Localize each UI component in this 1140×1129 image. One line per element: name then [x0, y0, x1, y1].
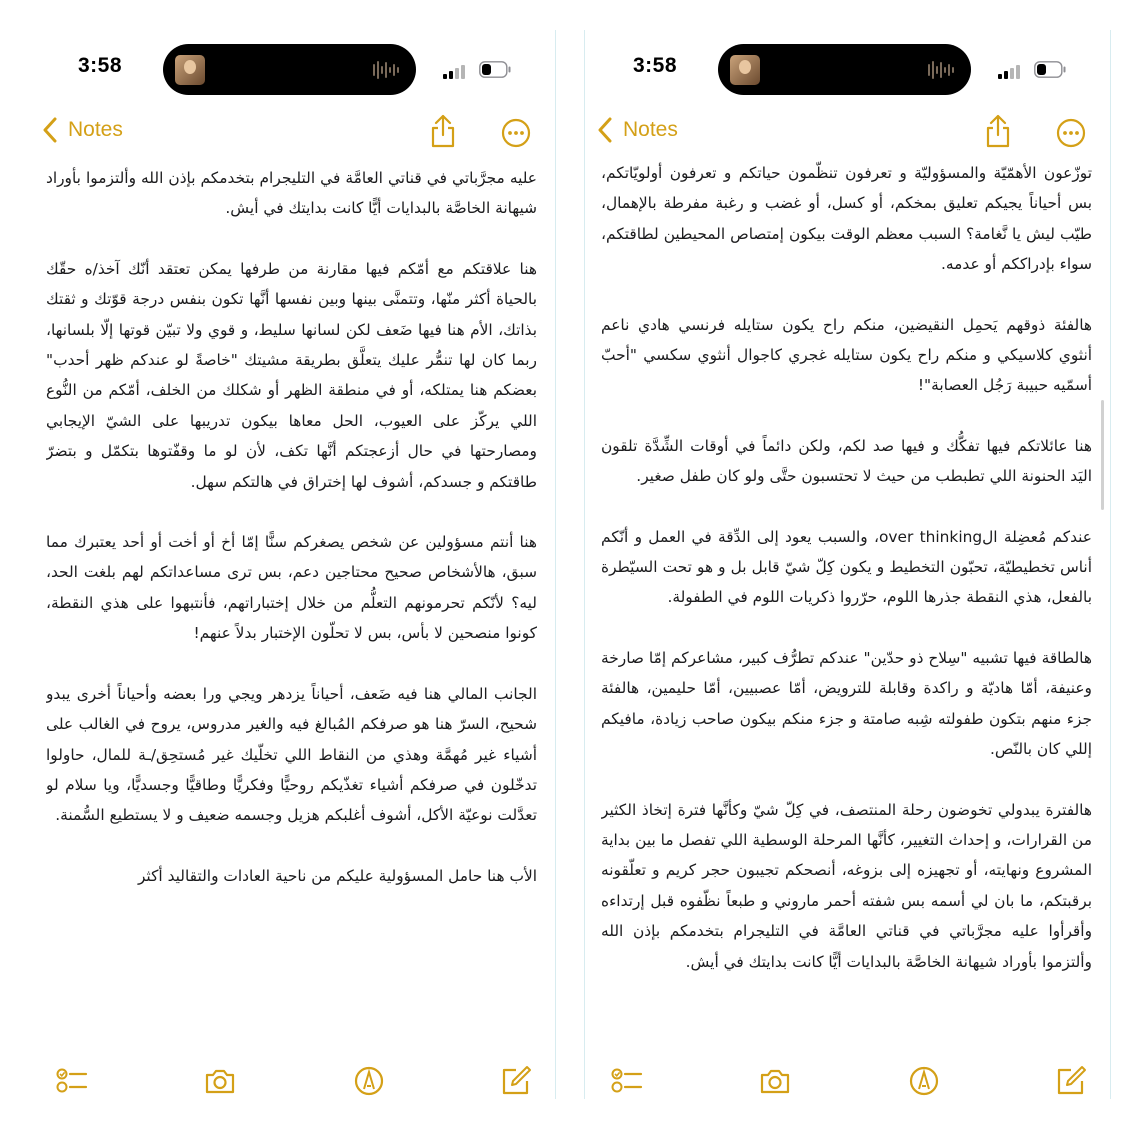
markup-icon[interactable] — [908, 1065, 940, 1097]
share-icon[interactable] — [429, 114, 457, 148]
cellular-signal-icon — [998, 65, 1022, 79]
note-paragraph: هالطاقة فيها تشبيه "سِلاح ذو حدّين" عندكم تطرُّف كبير، مشاعركم إمّا صارخة وعنيفة، أمّا هاديّة و راكدة وقابلة للترويض، أمّا عصبيين، أمّا حليمين، هالفئة جزء منهم بتكون طفولته شِبه صامتة و جزء منكم بيكون صاحب زيادة، مافيكم إللي كان بالنّص. — [601, 648, 1092, 759]
note-paragraph: توزّعون الأهمّيّة والمسؤوليّة و تعرفون تنظّمون حياتكم و تعرفون أولويّاتكم، بس أحياناً يجيكم تعليق بمخكم، أو كسل، أو غضب و رغبة مفرطة بالإهمال، طيّب ليش يا نَّغامة؟ السبب معظم الوقت بيكون إمتصاص المحيطين لطاقتكم، سواء بإدراككم أو عدمه. — [601, 164, 1092, 274]
camera-icon[interactable] — [759, 1065, 791, 1097]
dynamic-island[interactable] — [718, 44, 971, 95]
note-paragraph: الجانب المالي هنا فيه ضَعف، أحياناً يزدهر ويجي ورا بعضه وأحياناً أخرى يبدو شحيح، السرّ هنا هو صرفكم المُبالغ فيه والغير مدروس، يروح في الغالب على أشياء غير مُهمَّة وهذي من النقاط اللي تخلّيك غير مُستحِق/ـة للمال، حاولوا تدخّلون في صرفكم أشياء تغذّيكم روحيًّا وفكريًّا وطاقيًّا وجسديًّا، ويا سلام لو تعدَّلت نوعيّة الأكل، أشوف أغلبكم هزيل وجسمه ضعيف و لا يستطيع السُّمنة. — [46, 684, 537, 825]
notes-screen-right — [584, 30, 1111, 1099]
scroll-indicator[interactable] — [1101, 400, 1104, 510]
audio-waveform-icon — [927, 60, 957, 80]
checklist-icon[interactable] — [611, 1065, 643, 1097]
note-paragraph: هنا عائلاتكم فيها تفكُّك و فيها صد لكم، ولكن دائماً في أوقات الشِّدَّة تلقون اليَد الحنونة اللي تطبطب من حيث لا تحتسبون حتَّى ولو كان طفل صغير. — [601, 436, 1092, 486]
navigation-bar — [30, 110, 555, 156]
dynamic-island[interactable] — [163, 44, 416, 95]
note-paragraph: عليه مجرَّباتي في قناتي العامَّة في التليجرام بتخدمكم بإذن الله وألتزموا بأوراد شيهانة الخاصَّة بالبدايات أيًّا كانت بدايتك في أيش. — [46, 169, 537, 218]
note-paragraph: عندكم مُعضِلة الover thinking، والسبب يعود إلى الدِّقة في العمل و أنّكم أناس تخطيطيّة، تحبّون التخطيط و يكون كِلّ شيّ قابل بل و هو تحت السيّطرة بالفعل، هذي النقطة جذرها اللوم، حرّروا ذكريات اللوم في الطفولة. — [601, 527, 1092, 607]
chevron-left-icon — [595, 116, 615, 144]
note-body-text[interactable] — [46, 163, 537, 1053]
navigation-bar — [585, 110, 1110, 156]
chevron-left-icon — [40, 116, 60, 144]
back-label: Notes — [68, 118, 123, 141]
status-bar — [30, 30, 555, 110]
note-paragraph: الأب هنا حامل المسؤولية عليكم من ناحية العادات والتقاليد أكثر — [137, 866, 537, 885]
markup-icon[interactable] — [353, 1065, 385, 1097]
status-time: 3:58 — [633, 54, 678, 77]
checklist-icon[interactable] — [56, 1065, 88, 1097]
bottom-toolbar — [585, 1053, 1110, 1099]
notes-screen-left — [30, 30, 556, 1099]
compose-icon[interactable] — [500, 1065, 532, 1097]
now-playing-artwork-icon — [730, 55, 760, 85]
back-button[interactable] — [595, 116, 678, 144]
share-icon[interactable] — [984, 114, 1012, 148]
battery-icon — [1034, 61, 1066, 78]
more-circle-icon[interactable] — [1056, 118, 1086, 148]
more-circle-icon[interactable] — [501, 118, 531, 148]
bottom-toolbar — [30, 1053, 555, 1099]
battery-icon — [479, 61, 511, 78]
note-paragraph: هنا علاقتكم مع أمّكم فيها مقارنة من طرفها يمكن تعتقد أنّك آخذ/ه حقّك بالحياة أكثر منّها، وتتمنَّى بينها وبين نفسها أنَّها تكون بنفس درجة قوّتك و ثقتك بذاتك، الأم هنا فيها ضَعف لكن لسانها سليط، و قوي ولا تبيّن قوتها إلّا بلسانها، ربما كان لها تنمُّر عليك يتعلَّق بطريقة مشيتك "خاصةً لو عندكم ظهر أحدب" بعضكم هنا يمتلكه، أو في منطقة الظهر أو شكلك من الخلف، أمّكم من النُّوع اللي يركّز على العيوب، الحل معاها بيكون تدريبها على الشيّ الإيجابي ومصارحتها في حال أزعجتكم أنَّها تكف، لأن لو ما وقفّتوها بتكمّل و بتضرّ طاقتكم و جسدكم، أشوف لها إختراق في هالتكم سهل. — [46, 259, 537, 491]
status-time: 3:58 — [78, 54, 123, 77]
note-paragraph: هالفئة ذوقهم يَحمِل النقيضين، منكم راح يكون ستايله فرنسي هادي ناعم أنثوي كلاسيكي و منكم راح يكون ستايله غجري كاجوال أنثوي سكسي "أحبّ أسمّيه حبيبة رَجُل العصابة"! — [601, 315, 1092, 395]
note-paragraph: هالفترة يبدولي تخوضون رحلة المنتصف، في كِلّ شيّ وكأنَّها فترة إتخاذ الكثير من القرارات، و إحداث التغيير، كأنَّها المرحلة الوسطية اللي تفصل ما بين بداية المشروع ونهايته، أو تجهيزه إلى بزوغه، أنصحكم تجيبون حجر كريم و تعلّقونه برقبتكم، ما بان لي أسمه بس شفته أحمر ماروني و طبعاً نظّفوه قبل إرتداءه وأقرأوا عليه مجرَّباتي في قناتي العامَّة في التليجرام بتخدمكم بإذن الله وألتزموا بأوراد شيهانة الخاصَّة بالبدايات أيًّا كانت بدايتك في أيش. — [601, 800, 1092, 971]
compose-icon[interactable] — [1055, 1065, 1087, 1097]
audio-waveform-icon — [372, 60, 402, 80]
note-body-text[interactable] — [601, 158, 1092, 1053]
now-playing-artwork-icon — [175, 55, 205, 85]
cellular-signal-icon — [443, 65, 467, 79]
note-paragraph: هنا أنتم مسؤولين عن شخص يصغركم سنًّا إمّا أخ أو أخت أو أحد يعتبرك مما سبق، هالأشخاص صحيح محتاجين دعم، بس ترى مساعداتكم لهم بلغت الحد، ليه؟ لأنّكم تحرمونهم التعلُّم من خلال إختباراتهم، فأنتبهوا على هذي النقطة، كونوا منصحين لا بأس، بس لا تحلّون الإختبار بدلاً عنهم! — [46, 533, 537, 643]
camera-icon[interactable] — [204, 1065, 236, 1097]
back-label: Notes — [623, 118, 678, 141]
status-bar — [585, 30, 1110, 110]
back-button[interactable] — [40, 116, 123, 144]
